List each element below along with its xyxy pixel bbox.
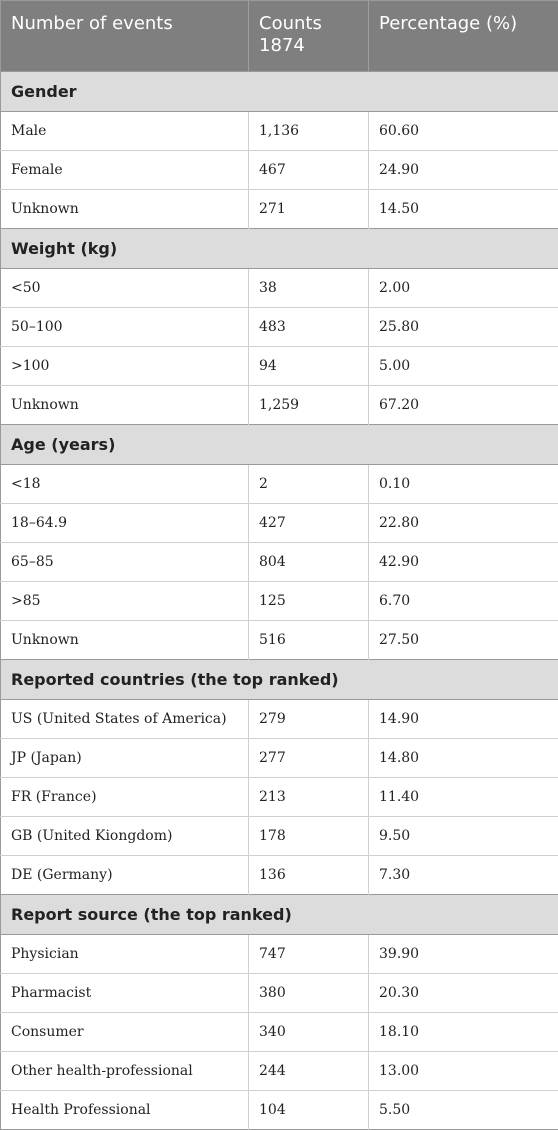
table-row (1, 856, 558, 895)
header-percentage: Percentage (%) (369, 1, 558, 72)
row-label: 18–64.9 (1, 504, 249, 543)
row-count: 178 (249, 817, 369, 856)
row-count: 483 (249, 308, 369, 347)
row-count: 104 (249, 1091, 369, 1130)
row-label: Female (1, 151, 249, 190)
row-count: 136 (249, 856, 369, 895)
table-row (1, 817, 558, 856)
row-count: 125 (249, 582, 369, 621)
row-percentage: 18.10 (369, 1013, 558, 1052)
row-label: Consumer (1, 1013, 249, 1052)
group-title: Gender (1, 72, 558, 112)
table-row (1, 1013, 558, 1052)
row-count: 467 (249, 151, 369, 190)
group-title: Age (years) (1, 425, 558, 465)
row-label: <50 (1, 269, 249, 308)
table-row (1, 700, 558, 739)
row-percentage: 5.00 (369, 347, 558, 386)
group-title: Weight (kg) (1, 229, 558, 269)
header-number-of-events: Number of events (1, 1, 249, 72)
row-percentage: 22.80 (369, 504, 558, 543)
row-percentage: 14.90 (369, 700, 558, 739)
table-row (1, 1091, 558, 1130)
table-row (1, 151, 558, 190)
row-percentage: 2.00 (369, 269, 558, 308)
table-row (1, 308, 558, 347)
row-percentage: 60.60 (369, 112, 558, 151)
row-count: 2 (249, 465, 369, 504)
row-label: 65–85 (1, 543, 249, 582)
row-percentage: 24.90 (369, 151, 558, 190)
row-count: 94 (249, 347, 369, 386)
row-percentage: 14.80 (369, 739, 558, 778)
header-counts-label: Counts (259, 13, 322, 34)
row-label: JP (Japan) (1, 739, 249, 778)
header-row (1, 1, 558, 72)
row-percentage: 42.90 (369, 543, 558, 582)
row-label: Unknown (1, 621, 249, 660)
group-header-row (1, 72, 558, 112)
group-header-row (1, 425, 558, 465)
table-row (1, 504, 558, 543)
row-count: 244 (249, 1052, 369, 1091)
row-count: 516 (249, 621, 369, 660)
row-percentage: 39.90 (369, 935, 558, 974)
group-header-row (1, 660, 558, 700)
row-label: 50–100 (1, 308, 249, 347)
row-percentage: 25.80 (369, 308, 558, 347)
table-row (1, 935, 558, 974)
table-row (1, 739, 558, 778)
table-row (1, 621, 558, 660)
row-label: Male (1, 112, 249, 151)
row-count: 279 (249, 700, 369, 739)
row-count: 340 (249, 1013, 369, 1052)
row-label: >85 (1, 582, 249, 621)
row-label: Pharmacist (1, 974, 249, 1013)
row-label: Unknown (1, 386, 249, 425)
table-body (1, 72, 558, 1130)
header-counts (249, 1, 369, 72)
row-percentage: 9.50 (369, 817, 558, 856)
group-title: Report source (the top ranked) (1, 895, 558, 935)
row-percentage: 13.00 (369, 1052, 558, 1091)
table-row (1, 386, 558, 425)
table-row (1, 778, 558, 817)
row-label: US (United States of America) (1, 700, 249, 739)
row-count: 747 (249, 935, 369, 974)
row-count: 38 (249, 269, 369, 308)
group-title: Reported countries (the top ranked) (1, 660, 558, 700)
row-label: <18 (1, 465, 249, 504)
row-percentage: 6.70 (369, 582, 558, 621)
row-count: 213 (249, 778, 369, 817)
row-label: Other health-professional (1, 1052, 249, 1091)
table-row (1, 269, 558, 308)
group-header-row (1, 229, 558, 269)
row-label: Unknown (1, 190, 249, 229)
header-counts-total: 1874 (259, 35, 305, 56)
row-count: 427 (249, 504, 369, 543)
table-header (1, 1, 558, 72)
row-count: 277 (249, 739, 369, 778)
table-row (1, 112, 558, 151)
group-header-row (1, 895, 558, 935)
row-count: 804 (249, 543, 369, 582)
row-percentage: 5.50 (369, 1091, 558, 1130)
table-row (1, 465, 558, 504)
row-label: FR (France) (1, 778, 249, 817)
row-percentage: 67.20 (369, 386, 558, 425)
row-percentage: 0.10 (369, 465, 558, 504)
row-count: 1,136 (249, 112, 369, 151)
table-row (1, 974, 558, 1013)
row-percentage: 20.30 (369, 974, 558, 1013)
row-count: 380 (249, 974, 369, 1013)
row-count: 271 (249, 190, 369, 229)
table-row (1, 543, 558, 582)
table-row (1, 190, 558, 229)
row-percentage: 11.40 (369, 778, 558, 817)
row-count: 1,259 (249, 386, 369, 425)
table-row (1, 582, 558, 621)
table-row (1, 347, 558, 386)
row-percentage: 7.30 (369, 856, 558, 895)
row-label: Health Professional (1, 1091, 249, 1130)
row-label: DE (Germany) (1, 856, 249, 895)
table-row (1, 1052, 558, 1091)
row-label: >100 (1, 347, 249, 386)
row-label: GB (United Kiongdom) (1, 817, 249, 856)
row-percentage: 27.50 (369, 621, 558, 660)
row-label: Physician (1, 935, 249, 974)
row-percentage: 14.50 (369, 190, 558, 229)
